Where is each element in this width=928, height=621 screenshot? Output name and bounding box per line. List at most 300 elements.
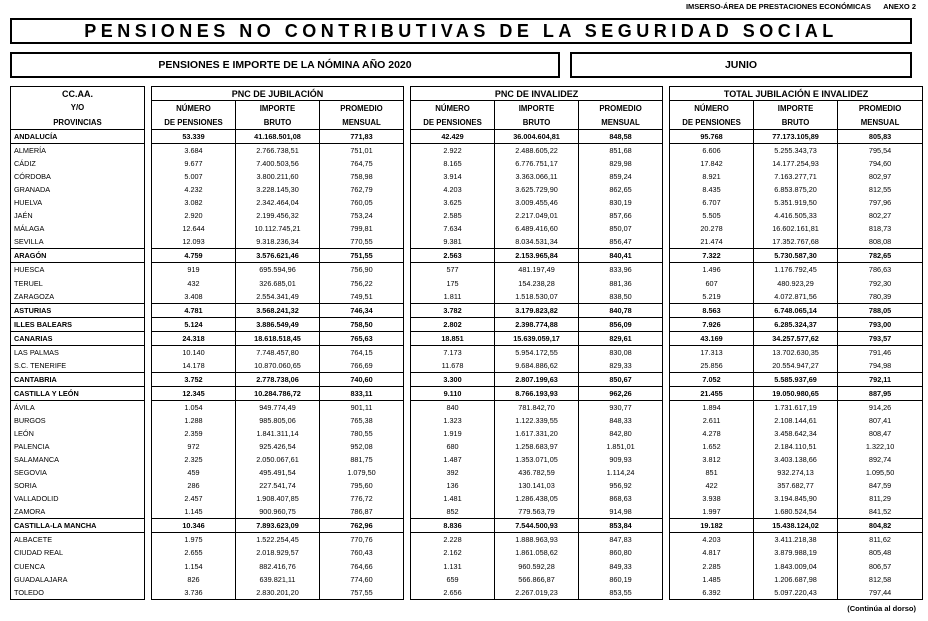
cell-inv-promedio: 1.114,24	[579, 466, 663, 479]
header-number-line2: DE PENSIONES	[670, 115, 754, 130]
province-row	[11, 427, 923, 440]
row-name: CIUDAD REAL	[11, 546, 145, 559]
province-row	[11, 345, 923, 359]
cell-inv-promedio: 840,78	[579, 303, 663, 317]
row-name: GUADALAJARA	[11, 573, 145, 586]
cell-inv-importe: 960.592,28	[495, 560, 579, 573]
row-name: BURGOS	[11, 414, 145, 427]
row-name: CUENCA	[11, 560, 145, 573]
cell-inv-numero: 1.919	[411, 427, 495, 440]
cell-tot-importe: 17.352.767,68	[754, 235, 838, 249]
cell-tot-importe: 6.853.875,20	[754, 183, 838, 196]
cell-inv-promedio: 829,98	[579, 157, 663, 170]
cell-jub-importe: 1.908.407,85	[236, 492, 320, 505]
cell-tot-promedio: 808,08	[838, 235, 923, 249]
cell-tot-importe: 77.173.105,89	[754, 130, 838, 144]
cell-tot-promedio: 805,48	[838, 546, 923, 559]
cell-tot-importe: 3.194.845,90	[754, 492, 838, 505]
cell-jub-numero: 24.318	[152, 331, 236, 345]
cell-inv-promedio: 853,84	[579, 519, 663, 533]
row-name: MÁLAGA	[11, 222, 145, 235]
cell-inv-promedio: 857,66	[579, 209, 663, 222]
cell-tot-numero: 17.313	[670, 345, 754, 359]
cell-tot-importe: 1.843.009,04	[754, 560, 838, 573]
cell-inv-promedio: 829,33	[579, 359, 663, 373]
cell-inv-importe: 3.625.729,90	[495, 183, 579, 196]
cell-inv-numero: 1.487	[411, 453, 495, 466]
cell-inv-promedio: 830,08	[579, 345, 663, 359]
cell-tot-numero: 7.322	[670, 249, 754, 263]
cell-jub-numero: 286	[152, 479, 236, 492]
cell-tot-numero: 95.768	[670, 130, 754, 144]
cell-tot-numero: 1.485	[670, 573, 754, 586]
cell-inv-importe: 1.286.438,05	[495, 492, 579, 505]
cell-jub-promedio: 756,90	[320, 263, 404, 277]
cell-inv-numero: 42.429	[411, 130, 495, 144]
region-row	[11, 386, 923, 400]
header-average-line2: MENSUAL	[838, 115, 923, 130]
cell-inv-promedio: 829,61	[579, 331, 663, 345]
row-name: TOLEDO	[11, 586, 145, 600]
row-name: JAÉN	[11, 209, 145, 222]
cell-inv-numero: 8.836	[411, 519, 495, 533]
cell-jub-importe: 3.886.549,49	[236, 317, 320, 331]
cell-inv-importe: 6.776.751,17	[495, 157, 579, 170]
cell-tot-numero: 5.505	[670, 209, 754, 222]
cell-inv-importe: 1.518.530,07	[495, 290, 579, 304]
cell-jub-importe: 3.568.241,32	[236, 303, 320, 317]
pensions-table	[10, 86, 923, 600]
cell-tot-numero: 3.812	[670, 453, 754, 466]
province-row	[11, 586, 923, 600]
province-row	[11, 505, 923, 519]
cell-inv-numero: 1.811	[411, 290, 495, 304]
row-name: CASTILLA Y LEÓN	[11, 386, 145, 400]
cell-inv-importe: 8.766.193,93	[495, 386, 579, 400]
province-row	[11, 170, 923, 183]
header-amount-line1: IMPORTE	[754, 101, 838, 116]
cell-tot-importe: 1.176.792,45	[754, 263, 838, 277]
cell-inv-numero: 840	[411, 400, 495, 414]
cell-inv-numero: 7.634	[411, 222, 495, 235]
row-name: CÓRDOBA	[11, 170, 145, 183]
cell-inv-importe: 154.238,28	[495, 277, 579, 290]
cell-tot-promedio: 812,55	[838, 183, 923, 196]
cell-tot-promedio: 887,95	[838, 386, 923, 400]
cell-jub-importe: 326.685,01	[236, 277, 320, 290]
cell-jub-numero: 2.655	[152, 546, 236, 559]
row-name: SEGOVIA	[11, 466, 145, 479]
cell-tot-numero: 2.285	[670, 560, 754, 573]
cell-tot-numero: 851	[670, 466, 754, 479]
cell-tot-numero: 7.052	[670, 372, 754, 386]
cell-tot-promedio: 818,73	[838, 222, 923, 235]
cell-tot-promedio: 802,27	[838, 209, 923, 222]
cell-jub-numero: 4.759	[152, 249, 236, 263]
cell-inv-promedio: 853,55	[579, 586, 663, 600]
cell-jub-promedio: 762,79	[320, 183, 404, 196]
cell-jub-numero: 1.975	[152, 533, 236, 547]
cell-tot-numero: 4.817	[670, 546, 754, 559]
cell-inv-importe: 2.217.049,01	[495, 209, 579, 222]
row-name: ZAMORA	[11, 505, 145, 519]
cell-tot-numero: 607	[670, 277, 754, 290]
cell-jub-promedio: 749,51	[320, 290, 404, 304]
cell-jub-importe: 639.821,11	[236, 573, 320, 586]
cell-tot-promedio: 847,59	[838, 479, 923, 492]
annex-label: ANEXO 2	[883, 2, 916, 11]
cell-tot-importe: 1.731.617,19	[754, 400, 838, 414]
cell-tot-promedio: 797,96	[838, 196, 923, 209]
province-row	[11, 573, 923, 586]
report-subtitle: PENSIONES E IMPORTE DE LA NÓMINA AÑO 2020	[10, 52, 560, 78]
cell-inv-importe: 481.197,49	[495, 263, 579, 277]
row-name: ARAGÓN	[11, 249, 145, 263]
cell-inv-numero: 659	[411, 573, 495, 586]
header-number-line1: NÚMERO	[411, 101, 495, 116]
cell-tot-importe: 480.923,29	[754, 277, 838, 290]
cell-tot-promedio: 782,65	[838, 249, 923, 263]
cell-inv-numero: 577	[411, 263, 495, 277]
table-body	[11, 130, 923, 600]
row-name: SALAMANCA	[11, 453, 145, 466]
cell-inv-numero: 7.173	[411, 345, 495, 359]
cell-jub-numero: 2.457	[152, 492, 236, 505]
cell-jub-numero: 919	[152, 263, 236, 277]
cell-inv-promedio: 850,07	[579, 222, 663, 235]
cell-inv-promedio: 833,96	[579, 263, 663, 277]
cell-inv-importe: 1.888.963,93	[495, 533, 579, 547]
cell-jub-numero: 14.178	[152, 359, 236, 373]
province-row	[11, 479, 923, 492]
cell-jub-numero: 5.124	[152, 317, 236, 331]
cell-tot-numero: 1.894	[670, 400, 754, 414]
cell-jub-importe: 2.830.201,20	[236, 586, 320, 600]
cell-jub-promedio: 758,98	[320, 170, 404, 183]
cell-tot-importe: 5.730.587,30	[754, 249, 838, 263]
cell-tot-numero: 25.856	[670, 359, 754, 373]
region-row	[11, 331, 923, 345]
cell-tot-promedio: 792,11	[838, 372, 923, 386]
cell-inv-promedio: 842,80	[579, 427, 663, 440]
cell-tot-promedio: 807,41	[838, 414, 923, 427]
cell-tot-promedio: 841,52	[838, 505, 923, 519]
cell-jub-importe: 2.199.456,32	[236, 209, 320, 222]
cell-inv-numero: 2.922	[411, 144, 495, 158]
cell-inv-importe: 1.617.331,20	[495, 427, 579, 440]
cell-inv-promedio: 848,33	[579, 414, 663, 427]
row-name: CASTILLA-LA MANCHA	[11, 519, 145, 533]
province-row	[11, 209, 923, 222]
cell-jub-numero: 5.007	[152, 170, 236, 183]
header-number-line2: DE PENSIONES	[411, 115, 495, 130]
cell-inv-numero: 136	[411, 479, 495, 492]
cell-inv-promedio: 860,19	[579, 573, 663, 586]
row-name: ALBACETE	[11, 533, 145, 547]
region-row	[11, 372, 923, 386]
province-row	[11, 440, 923, 453]
cell-inv-importe: 36.004.604,81	[495, 130, 579, 144]
cell-tot-promedio: 793,57	[838, 331, 923, 345]
cell-tot-importe: 7.163.277,71	[754, 170, 838, 183]
cell-tot-importe: 3.458.642,34	[754, 427, 838, 440]
cell-tot-importe: 2.184.110,51	[754, 440, 838, 453]
cell-tot-promedio: 794,60	[838, 157, 923, 170]
cell-jub-importe: 925.426,54	[236, 440, 320, 453]
province-row	[11, 222, 923, 235]
cell-jub-importe: 2.342.464,04	[236, 196, 320, 209]
cell-inv-numero: 18.851	[411, 331, 495, 345]
row-name: ÁVILA	[11, 400, 145, 414]
cell-tot-importe: 6.285.324,37	[754, 317, 838, 331]
cell-inv-promedio: 840,41	[579, 249, 663, 263]
row-name: LEÓN	[11, 427, 145, 440]
province-row	[11, 492, 923, 505]
cell-jub-promedio: 799,81	[320, 222, 404, 235]
cell-jub-promedio: 751,01	[320, 144, 404, 158]
cell-inv-numero: 2.563	[411, 249, 495, 263]
row-name: CANARIAS	[11, 331, 145, 345]
cell-inv-importe: 2.807.199,63	[495, 372, 579, 386]
header-region-line2: Y/O	[11, 101, 145, 116]
cell-tot-promedio: 786,63	[838, 263, 923, 277]
cell-tot-numero: 8.563	[670, 303, 754, 317]
header-average-line2: MENSUAL	[579, 115, 663, 130]
cell-inv-numero: 2.802	[411, 317, 495, 331]
cell-jub-importe: 10.870.060,65	[236, 359, 320, 373]
cell-jub-importe: 3.576.621,46	[236, 249, 320, 263]
header-group-invalidez: PNC DE INVALIDEZ	[411, 87, 663, 101]
cell-tot-promedio: 1.322,10	[838, 440, 923, 453]
province-row	[11, 290, 923, 304]
cell-jub-promedio: 751,55	[320, 249, 404, 263]
row-name: ALMERÍA	[11, 144, 145, 158]
cell-tot-importe: 3.403.138,66	[754, 453, 838, 466]
cell-inv-promedio: 962,26	[579, 386, 663, 400]
cell-tot-promedio: 804,82	[838, 519, 923, 533]
cell-tot-promedio: 811,62	[838, 533, 923, 547]
cell-jub-numero: 2.325	[152, 453, 236, 466]
cell-jub-importe: 10.284.786,72	[236, 386, 320, 400]
row-name: ANDALUCÍA	[11, 130, 145, 144]
cell-tot-promedio: 788,05	[838, 303, 923, 317]
cell-tot-importe: 6.748.065,14	[754, 303, 838, 317]
cell-jub-promedio: 1.079,50	[320, 466, 404, 479]
cell-inv-importe: 3.009.455,46	[495, 196, 579, 209]
cell-tot-promedio: 811,29	[838, 492, 923, 505]
cell-inv-numero: 4.203	[411, 183, 495, 196]
cell-inv-numero: 2.656	[411, 586, 495, 600]
cell-jub-numero: 53.339	[152, 130, 236, 144]
cell-tot-importe: 14.177.254,93	[754, 157, 838, 170]
cell-tot-promedio: 795,54	[838, 144, 923, 158]
cell-tot-numero: 43.169	[670, 331, 754, 345]
cell-inv-promedio: 930,77	[579, 400, 663, 414]
header-average-line1: PROMEDIO	[579, 101, 663, 116]
cell-jub-numero: 4.781	[152, 303, 236, 317]
cell-jub-importe: 2.018.929,57	[236, 546, 320, 559]
cell-tot-importe: 3.879.988,19	[754, 546, 838, 559]
cell-tot-importe: 15.438.124,02	[754, 519, 838, 533]
cell-jub-promedio: 757,55	[320, 586, 404, 600]
cell-inv-numero: 3.782	[411, 303, 495, 317]
cell-inv-importe: 15.639.059,17	[495, 331, 579, 345]
cell-inv-numero: 680	[411, 440, 495, 453]
row-name: HUELVA	[11, 196, 145, 209]
cell-jub-promedio: 764,15	[320, 345, 404, 359]
cell-jub-promedio: 795,60	[320, 479, 404, 492]
cell-inv-numero: 3.625	[411, 196, 495, 209]
cell-tot-importe: 4.072.871,56	[754, 290, 838, 304]
cell-jub-importe: 985.805,06	[236, 414, 320, 427]
cell-inv-promedio: 956,92	[579, 479, 663, 492]
cell-tot-numero: 8.921	[670, 170, 754, 183]
cell-jub-numero: 459	[152, 466, 236, 479]
header-average-line2: MENSUAL	[320, 115, 404, 130]
cell-jub-promedio: 753,24	[320, 209, 404, 222]
cell-inv-promedio: 862,65	[579, 183, 663, 196]
cell-tot-importe: 20.554.947,27	[754, 359, 838, 373]
cell-jub-numero: 3.082	[152, 196, 236, 209]
cell-jub-promedio: 952,08	[320, 440, 404, 453]
cell-inv-importe: 3.179.823,82	[495, 303, 579, 317]
cell-jub-promedio: 786,87	[320, 505, 404, 519]
row-name: PALENCIA	[11, 440, 145, 453]
cell-jub-importe: 7.893.623,09	[236, 519, 320, 533]
cell-inv-promedio: 847,83	[579, 533, 663, 547]
cell-jub-promedio: 764,66	[320, 560, 404, 573]
province-row	[11, 235, 923, 249]
cell-inv-numero: 175	[411, 277, 495, 290]
province-row	[11, 400, 923, 414]
province-row	[11, 144, 923, 158]
cell-jub-promedio: 901,11	[320, 400, 404, 414]
cell-jub-numero: 1.288	[152, 414, 236, 427]
cell-jub-promedio: 760,05	[320, 196, 404, 209]
cell-inv-importe: 7.544.500,93	[495, 519, 579, 533]
region-row	[11, 519, 923, 533]
cell-jub-importe: 1.841.311,14	[236, 427, 320, 440]
cell-jub-numero: 3.752	[152, 372, 236, 386]
header-amount-line2: BRUTO	[236, 115, 320, 130]
header-number-line1: NÚMERO	[670, 101, 754, 116]
cell-jub-importe: 2.050.067,61	[236, 453, 320, 466]
cell-jub-promedio: 771,83	[320, 130, 404, 144]
cell-tot-importe: 3.411.218,38	[754, 533, 838, 547]
cell-jub-importe: 9.318.236,34	[236, 235, 320, 249]
row-name: GRANADA	[11, 183, 145, 196]
province-row	[11, 263, 923, 277]
cell-jub-importe: 949.774,49	[236, 400, 320, 414]
cell-inv-promedio: 1.851,01	[579, 440, 663, 453]
cell-jub-numero: 12.345	[152, 386, 236, 400]
cell-jub-promedio: 765,38	[320, 414, 404, 427]
cell-inv-numero: 1.323	[411, 414, 495, 427]
cell-tot-numero: 1.496	[670, 263, 754, 277]
cell-tot-numero: 8.435	[670, 183, 754, 196]
cell-jub-promedio: 833,11	[320, 386, 404, 400]
cell-jub-promedio: 758,50	[320, 317, 404, 331]
region-row	[11, 130, 923, 144]
cell-tot-importe: 357.682,77	[754, 479, 838, 492]
cell-tot-promedio: 812,58	[838, 573, 923, 586]
cell-jub-numero: 3.736	[152, 586, 236, 600]
report-month: JUNIO	[570, 52, 912, 78]
cell-inv-numero: 1.131	[411, 560, 495, 573]
cell-tot-importe: 2.108.144,61	[754, 414, 838, 427]
cell-jub-importe: 2.766.738,51	[236, 144, 320, 158]
cell-tot-promedio: 793,00	[838, 317, 923, 331]
cell-jub-numero: 3.408	[152, 290, 236, 304]
cell-tot-numero: 6.707	[670, 196, 754, 209]
cell-jub-promedio: 770,55	[320, 235, 404, 249]
province-row	[11, 157, 923, 170]
cell-inv-promedio: 909,93	[579, 453, 663, 466]
cell-tot-promedio: 791,46	[838, 345, 923, 359]
cell-inv-importe: 9.684.886,62	[495, 359, 579, 373]
cell-jub-numero: 1.054	[152, 400, 236, 414]
cell-jub-promedio: 740,60	[320, 372, 404, 386]
cell-jub-numero: 2.359	[152, 427, 236, 440]
cell-jub-numero: 1.145	[152, 505, 236, 519]
cell-jub-promedio: 766,69	[320, 359, 404, 373]
row-name: CANTABRIA	[11, 372, 145, 386]
cell-inv-numero: 9.110	[411, 386, 495, 400]
cell-tot-numero: 1.652	[670, 440, 754, 453]
cell-tot-promedio: 792,30	[838, 277, 923, 290]
cell-jub-promedio: 762,96	[320, 519, 404, 533]
header-amount-line2: BRUTO	[495, 115, 579, 130]
province-row	[11, 453, 923, 466]
row-name: SEVILLA	[11, 235, 145, 249]
cell-inv-importe: 1.353.071,05	[495, 453, 579, 466]
cell-tot-promedio: 808,47	[838, 427, 923, 440]
cell-tot-importe: 1.680.524,54	[754, 505, 838, 519]
cell-jub-promedio: 746,34	[320, 303, 404, 317]
cell-tot-promedio: 892,74	[838, 453, 923, 466]
header-average-line1: PROMEDIO	[320, 101, 404, 116]
cell-inv-promedio: 850,67	[579, 372, 663, 386]
row-name: S.C. TENERIFE	[11, 359, 145, 373]
cell-jub-numero: 3.684	[152, 144, 236, 158]
cell-jub-importe: 2.554.341,49	[236, 290, 320, 304]
cell-inv-importe: 130.141,03	[495, 479, 579, 492]
cell-inv-importe: 8.034.531,34	[495, 235, 579, 249]
cell-inv-importe: 2.153.965,84	[495, 249, 579, 263]
region-row	[11, 317, 923, 331]
row-name: ZARAGOZA	[11, 290, 145, 304]
cell-jub-numero: 432	[152, 277, 236, 290]
row-name: TERUEL	[11, 277, 145, 290]
cell-tot-numero: 20.278	[670, 222, 754, 235]
header-group-total: TOTAL JUBILACIÓN E INVALIDEZ	[670, 87, 923, 101]
cell-tot-numero: 1.997	[670, 505, 754, 519]
cell-inv-numero: 9.381	[411, 235, 495, 249]
cell-jub-importe: 227.541,74	[236, 479, 320, 492]
cell-tot-promedio: 797,44	[838, 586, 923, 600]
cell-inv-numero: 3.300	[411, 372, 495, 386]
cell-jub-promedio: 764,75	[320, 157, 404, 170]
cell-tot-importe: 13.702.630,35	[754, 345, 838, 359]
cell-tot-promedio: 806,57	[838, 560, 923, 573]
cell-jub-importe: 10.112.745,21	[236, 222, 320, 235]
header-average-line1: PROMEDIO	[838, 101, 923, 116]
header-amount-line1: IMPORTE	[495, 101, 579, 116]
cell-inv-promedio: 859,24	[579, 170, 663, 183]
header-region-line3: PROVINCIAS	[11, 115, 145, 130]
cell-jub-numero: 4.232	[152, 183, 236, 196]
cell-jub-importe: 18.618.518,45	[236, 331, 320, 345]
